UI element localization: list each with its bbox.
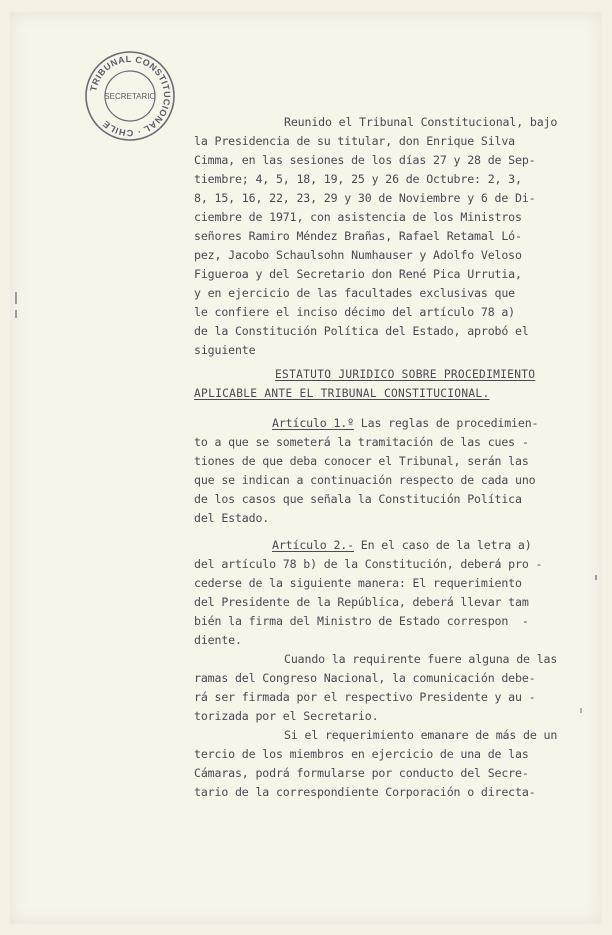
seal-center-text: SECRETARIO: [104, 92, 156, 101]
text-line: bién la firma del Ministro de Estado correspon -: [194, 614, 529, 628]
text-line: Cimma, en las sesiones de los días 27 y 28 de Sep-: [194, 153, 536, 167]
article-1-label: Artículo 1.º: [272, 416, 354, 430]
text-line: señores Ramiro Méndez Brañas, Rafael Retamal Ló-: [194, 229, 522, 243]
text-line: tiones de que deba conocer el Tribunal, serán las: [194, 454, 529, 468]
text-line: Reunido el Tribunal Constitucional, bajo: [284, 115, 558, 129]
text-line: la Presidencia de su titular, don Enrique Silva: [194, 134, 516, 148]
text-line: Si el requerimiento emanare de más de un: [284, 728, 558, 742]
text-line: pez, Jacobo Schaulsohn Numhauser y Adolfo Veloso: [194, 248, 522, 262]
article-2-first-line: [272, 537, 532, 553]
text-line: torizada por el Secretario.: [194, 709, 379, 723]
text-line: ramas del Congreso Nacional, la comunicación debe-: [194, 671, 536, 685]
text-line: del artículo 78 b) de la Constitución, deberá pro -: [194, 557, 543, 571]
text-line: siguiente: [194, 343, 256, 357]
text-line: ciembre de 1971, con asistencia de los Ministros: [194, 210, 522, 224]
text-line: tiembre; 4, 5, 18, 19, 25 y 26 de Octubre: 2, 3,: [194, 172, 522, 186]
text-line: y en ejercicio de las facultades exclusivas que: [194, 286, 516, 300]
statute-heading: APLICABLE ANTE EL TRIBUNAL CONSTITUCIONAL.: [194, 387, 490, 400]
text-line: rá ser firmada por el respectivo Presidente y au -: [194, 690, 536, 704]
text-line: del Estado.: [194, 511, 270, 525]
text-line: tario de la correspondiente Corporación o directa-: [194, 785, 536, 799]
statute-heading: ESTATUTO JURIDICO SOBRE PROCEDIMIENTO: [275, 368, 536, 381]
text-line: 8, 15, 16, 22, 23, 29 y 30 de Noviembre y 6 de Di-: [194, 191, 536, 205]
text-fragment: Las reglas de procedimien-: [353, 416, 539, 430]
seal-ring-text: TRIBUNAL CONSTITUCIONAL · CHILE: [88, 53, 173, 139]
text-line: que se indican a continuación respecto de cada uno: [194, 473, 536, 487]
text-line: cederse de la siguiente manera: El requerimiento: [194, 576, 522, 590]
text-line: le confiere el inciso décimo del artículo 78 a): [194, 305, 516, 319]
text-line: to a que se someterá la tramitación de las cues -: [194, 435, 529, 449]
text-line: de los casos que señala la Constitución Política: [194, 492, 522, 506]
text-line: tercio de los miembros en ejercicio de una de las: [194, 747, 529, 761]
text-line: Cámaras, podrá formularse por conducto del Secre-: [194, 766, 529, 780]
article-2-label: Artículo 2.-: [272, 538, 354, 552]
text-line: diente.: [194, 633, 242, 647]
text-fragment: En el caso de la letra a): [353, 538, 532, 552]
text-line: Cuando la requirente fuere alguna de las: [284, 652, 558, 666]
text-line: de la Constitución Política del Estado, aprobó el: [194, 324, 529, 338]
article-1-first-line: [272, 415, 538, 431]
text-line: Figueroa y del Secretario don René Pica Urrutia,: [194, 267, 522, 281]
text-line: del Presidente de la República, deberá llevar tam: [194, 595, 529, 609]
